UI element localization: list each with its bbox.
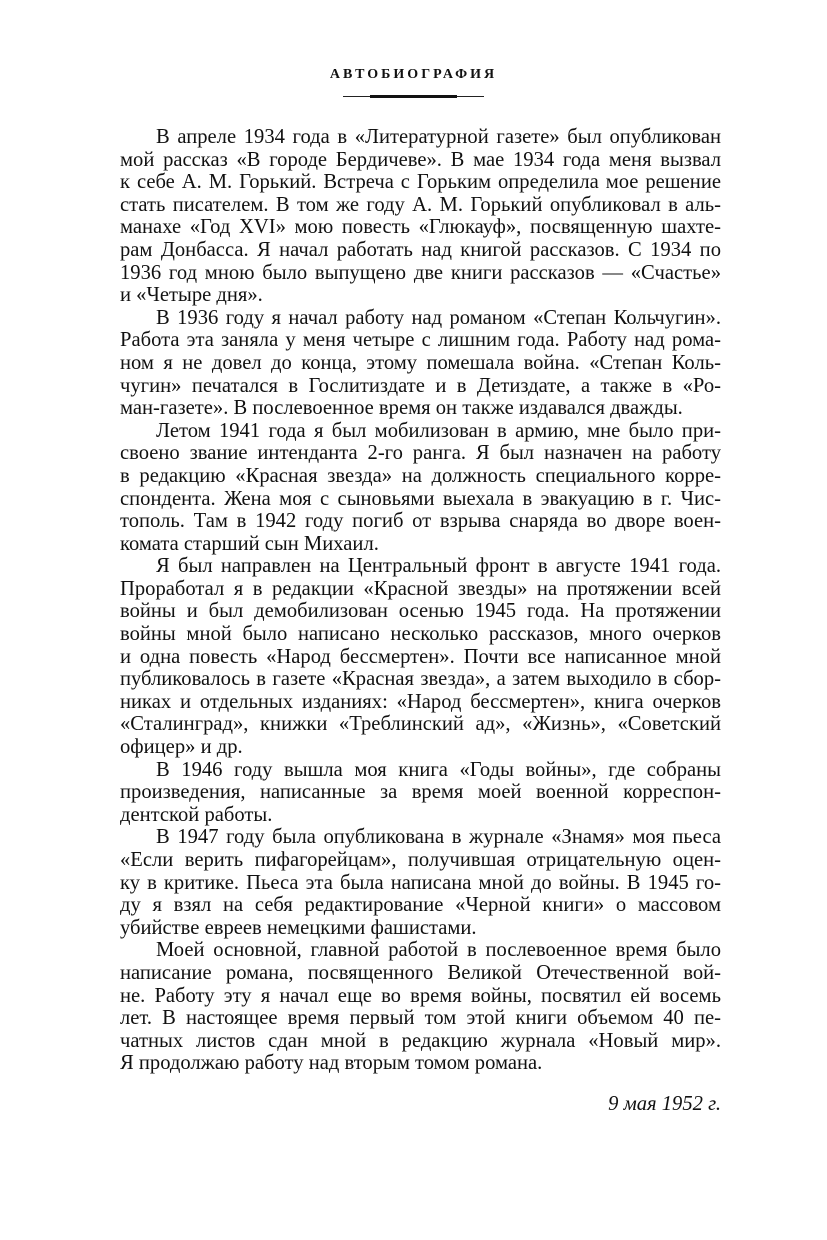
text-line: 1936 год мною было выпущено две книги рассказов — «Счастье»: [120, 261, 721, 284]
text-line: ман-газете». В послевоенное время он также издавался дважды.: [120, 397, 683, 420]
text-line: ду я взял на себя редактирование «Черной книги» о массовом: [120, 894, 721, 917]
text-line: мой рассказ «В городе Бердичеве». В мае 1934 года меня вызвал: [120, 148, 721, 171]
running-title: АВТОБИОГРАФИЯ: [329, 67, 498, 82]
paragraph: [120, 939, 721, 1075]
paragraph: [120, 759, 721, 827]
text-line: произведения, написанные за время моей военной корреспон-: [120, 781, 721, 804]
paragraph: [120, 420, 721, 556]
text-line: к себе А. М. Горький. Встреча с Горьким определила мое решение: [120, 171, 721, 194]
text-line: В апреле 1934 года в «Литературной газете» был опубликован: [156, 126, 721, 148]
paragraph: [120, 307, 721, 420]
text-line: войны мной было написано несколько рассказов, много очерков: [120, 623, 721, 646]
text-line: в редакцию «Красная звезда» на должность специального корре-: [120, 464, 721, 487]
text-line: Моей основной, главной работой в послевоенное время было: [156, 939, 721, 962]
text-line: манахе «Год XVI» мою повесть «Глюкауф», посвященную шахте-: [120, 216, 721, 239]
text-line: и «Четыре дня».: [120, 284, 263, 307]
text-line: рам Донбасса. Я начал работать над книгой рассказов. С 1934 по: [120, 238, 721, 261]
text-line: Работа эта заняла у меня четыре с лишним года. Работу над рома-: [120, 329, 721, 352]
paragraph: [120, 826, 721, 939]
text-line: публиковалось в газете «Красная звезда», а затем выходило в сбор-: [120, 668, 721, 691]
text-line: Проработал я в редакции «Красной звезды» на протяжении всей: [120, 577, 721, 600]
text-line: В 1946 году вышла моя книга «Годы войны», где собраны: [156, 758, 721, 781]
text-line: комата старший сын Михаил.: [120, 532, 379, 555]
paragraph: [120, 126, 721, 307]
text-line: и одна повесть «Народ бессмертен». Почти все написанное мной: [120, 645, 721, 668]
text-line: ку в критике. Пьеса эта была написана мной до войны. В 1945 го-: [120, 871, 721, 894]
text-line: тополь. Там в 1942 году погиб от взрыва снаряда во дворе воен-: [120, 510, 721, 533]
paragraph: [120, 555, 721, 758]
text-line: дентской работы.: [120, 803, 273, 826]
text-line: спондента. Жена моя с сыновьями выехала в эвакуацию в г. Чис-: [120, 487, 721, 510]
text-line: «Сталинград», книжки «Треблинский ад», «Жизнь», «Советский: [120, 713, 721, 736]
text-line: Я был направлен на Центральный фронт в августе 1941 года.: [156, 555, 721, 578]
text-line: Я продолжаю работу над вторым томом романа.: [120, 1052, 543, 1075]
text-line: написание романа, посвященного Великой Отечественной вой-: [120, 961, 721, 984]
text-line: не. Работу эту я начал еще во время войны, посвятил ей восемь: [120, 984, 721, 1007]
text-line: стать писателем. В том же году А. М. Горький опубликовал в аль-: [120, 193, 721, 216]
body-text: [120, 126, 721, 1075]
text-line: ном я не довел до конца, этому помешала война. «Степан Коль-: [120, 351, 721, 374]
text-line: Летом 1941 года я был мобилизован в армию, мне было при-: [156, 419, 721, 442]
date-line: 9 мая 1952 г.: [608, 1093, 721, 1115]
text-line: войны и был демобилизован осенью 1945 года. На протяжении: [120, 600, 721, 623]
text-line: В 1947 году была опубликована в журнале «Знамя» моя пьеса: [156, 826, 721, 849]
text-line: В 1936 году я начал работу над романом «Степан Кольчугин».: [156, 306, 721, 329]
title-underline-thick: [370, 95, 457, 98]
text-line: никах и отдельных изданиях: «Народ бессмертен», книга очерков: [120, 690, 721, 713]
text-line: «Если верить пифагорейцам», получившая отрицательную оцен-: [120, 849, 721, 871]
text-line: своено звание интенданта 2-го ранга. Я был назначен на работу: [120, 442, 721, 465]
text-line: чугин» печатался в Гослитиздате и в Детиздате, а также в «Ро-: [120, 374, 721, 397]
text-line: чатных листов сдан мной в редакцию журнала «Новый мир».: [120, 1029, 721, 1052]
text-line: убийстве евреев немецкими фашистами.: [120, 916, 477, 939]
text-line: офицер» и др.: [120, 736, 243, 759]
text-line: лет. В настоящее время первый том этой книги объемом 40 пе-: [120, 1007, 721, 1030]
